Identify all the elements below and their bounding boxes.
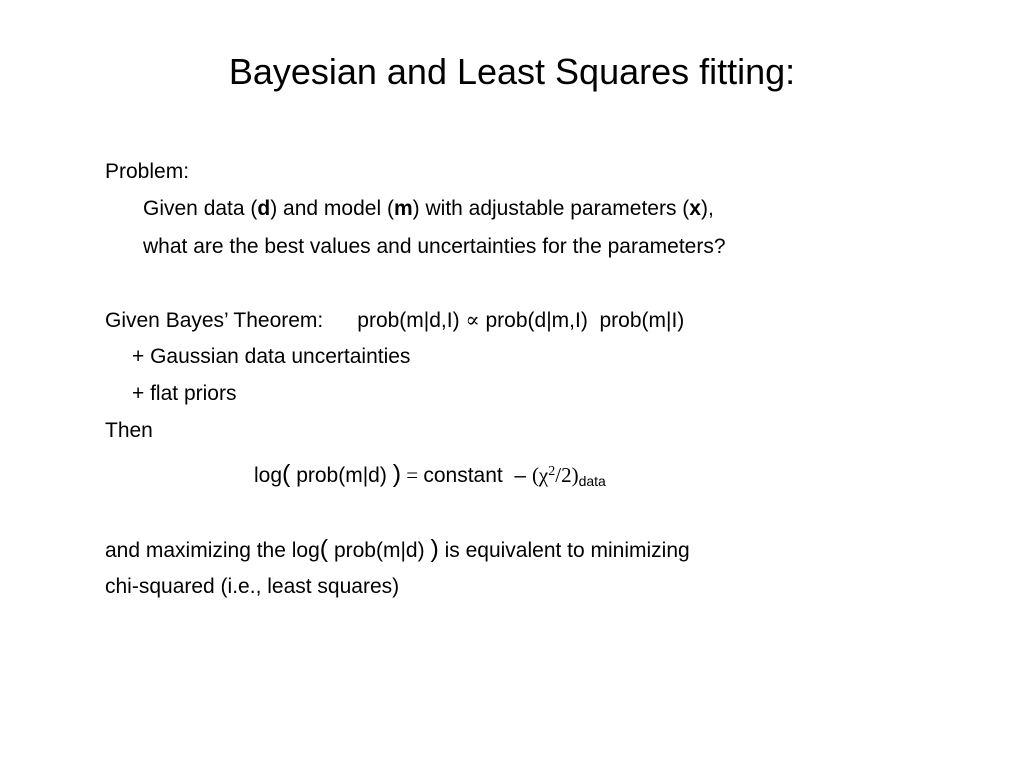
chi-close: /2)	[555, 463, 579, 487]
prob-text: prob(m|d)	[328, 539, 431, 562]
problem-label: Problem:	[105, 160, 190, 183]
log-prob-equation	[254, 459, 606, 494]
bayes-rhs: prob(d|m,I) prob(m|I)	[485, 309, 685, 332]
conclusion-line-2: chi-squared (i.e., least squares)	[105, 575, 400, 598]
chi-exponent: 2	[548, 464, 556, 479]
open-paren: (	[282, 460, 291, 488]
close-paren: )	[392, 460, 402, 488]
constant-text: constant –	[423, 464, 532, 487]
open-paren: (	[319, 535, 329, 563]
equals-sign: =	[401, 463, 424, 487]
slide-title: Bayesian and Least Squares fitting:	[228, 51, 796, 92]
text: ) with adjustable parameters (	[412, 197, 690, 220]
close-paren: )	[430, 535, 439, 563]
bayes-theorem-line	[105, 307, 684, 334]
conclusion-line-1	[105, 536, 690, 564]
text: is equivalent to minimizing	[438, 539, 690, 562]
then-label: Then	[105, 419, 153, 442]
text: ) and model (	[270, 197, 394, 220]
model-symbol: m	[393, 197, 413, 220]
proportional-symbol: ∝	[465, 308, 480, 332]
bayes-label: Given Bayes’ Theorem:	[105, 309, 324, 332]
data-symbol: d	[257, 197, 271, 220]
problem-statement-line-1	[143, 196, 714, 222]
prob-text: prob(m|d)	[290, 464, 393, 487]
text: and maximizing the log	[105, 539, 320, 562]
log-text: log	[254, 464, 283, 487]
text: Given data (	[143, 197, 258, 220]
problem-statement-line-2: what are the best values and uncertainties for the parameters?	[143, 235, 726, 258]
data-subscript: data	[578, 473, 606, 489]
bayes-lhs: prob(m|d,I)	[357, 309, 460, 332]
chi-open: (χ	[531, 463, 549, 487]
assumption-gaussian: + Gaussian data uncertainties	[132, 345, 411, 368]
assumption-flat-priors: + flat priors	[132, 382, 237, 405]
parameters-symbol: x	[689, 197, 701, 220]
text: ),	[700, 197, 714, 220]
